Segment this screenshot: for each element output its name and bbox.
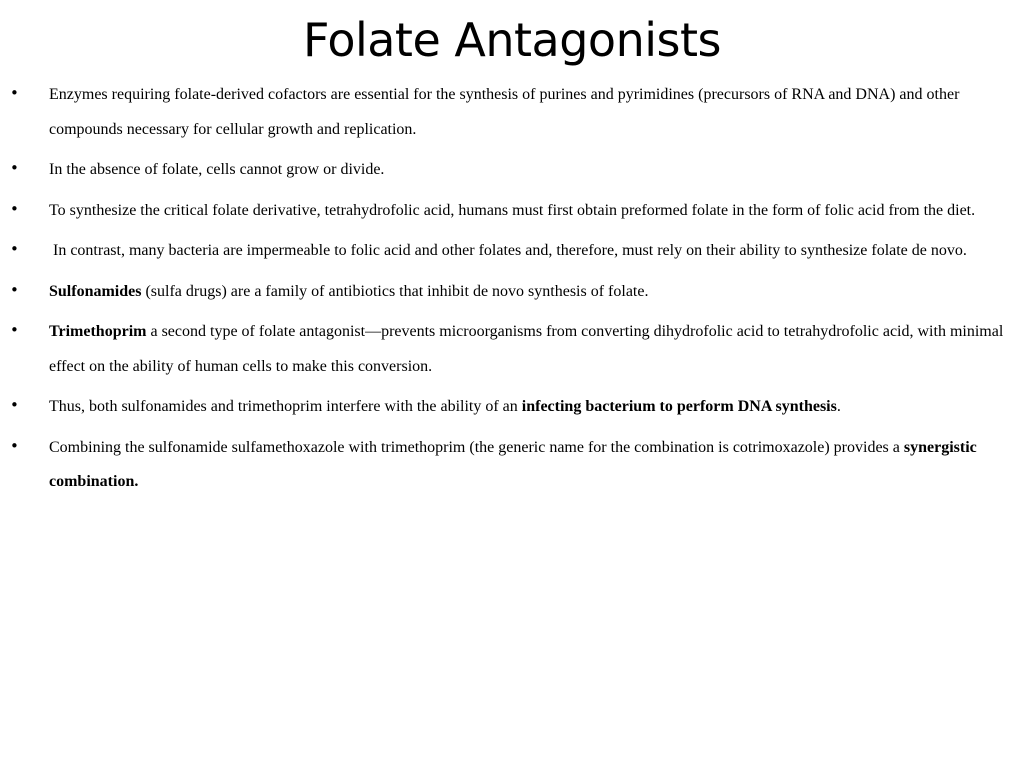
bullet-item xyxy=(0,153,1024,188)
bullet-item xyxy=(0,234,1024,269)
bullet-text xyxy=(49,283,648,300)
bullet-text-pre: Combining the sulfonamide sulfamethoxazole with trimethoprim (the generic name for the combination is cotrimoxazole) provides a xyxy=(49,438,904,456)
bullet-text-pre: In the absence of folate, cells cannot grow or divide. xyxy=(49,161,385,178)
bullet-list xyxy=(0,78,1024,506)
bullet-dot-icon: • xyxy=(10,240,19,258)
bullet-text-post: (sulfa drugs) are a family of antibiotics that inhibit de novo synthesis of folate. xyxy=(141,282,649,300)
slide-title: Folate Antagonists xyxy=(303,13,721,67)
bullet-text xyxy=(49,202,975,219)
bullet-dot-icon: • xyxy=(10,396,19,414)
bullet-item xyxy=(0,431,1024,500)
bullet-dot-icon: • xyxy=(10,321,19,339)
bullet-item xyxy=(0,194,1024,229)
bullet-item xyxy=(0,275,1024,310)
bullet-term-trimethoprim: Trimethoprim xyxy=(49,323,147,340)
bullet-text-post: . xyxy=(134,473,139,490)
bullet-text xyxy=(49,86,959,138)
bullet-dot-icon: • xyxy=(10,159,19,177)
bullet-text-post: . xyxy=(836,398,841,415)
bullet-text xyxy=(49,398,841,415)
bullet-text-pre: Thus, both sulfonamides and trimethoprim interfere with the ability of an xyxy=(49,398,522,415)
bullet-dot-icon: • xyxy=(10,84,19,102)
bullet-dot-icon: • xyxy=(10,280,19,299)
bullet-emphasis-synergistic: synergistic combination xyxy=(49,438,977,490)
bullet-text xyxy=(49,161,384,178)
bullet-text xyxy=(49,323,1003,375)
bullet-text xyxy=(49,242,967,259)
bullet-term-sulfonamides: Sulfonamides xyxy=(49,282,142,300)
bullet-text-pre: Enzymes requiring folate-derived cofactors are essential for the synthesis of purines and pyrimidines (precursors of RNA and DNA) and other compounds necessary for cellular growth and replication. xyxy=(49,86,960,138)
bullet-text-post: a second type of folate antagonist—prevents microorganisms from converting dihydrofolic acid to tetrahydrofolic acid, with minimal effect on the ability of human cells to make this conversion. xyxy=(49,323,1004,375)
bullet-item xyxy=(0,315,1024,384)
bullet-dot-icon: • xyxy=(10,436,19,455)
bullet-text-pre: In contrast, many bacteria are impermeable to folic acid and other folates and, therefore, must rely on their ability to synthesize folate de novo. xyxy=(49,242,967,259)
bullet-text-pre: To synthesize the critical folate derivative, tetrahydrofolic acid, humans must first obtain preformed folate in the form of folic acid from the diet. xyxy=(49,201,976,219)
bullet-item xyxy=(0,78,1024,147)
bullet-text xyxy=(49,439,977,491)
bullet-dot-icon: • xyxy=(10,199,19,218)
bullet-emphasis-dna-synthesis: infecting bacterium to perform DNA synthesis xyxy=(521,398,837,415)
bullet-item xyxy=(0,390,1024,425)
